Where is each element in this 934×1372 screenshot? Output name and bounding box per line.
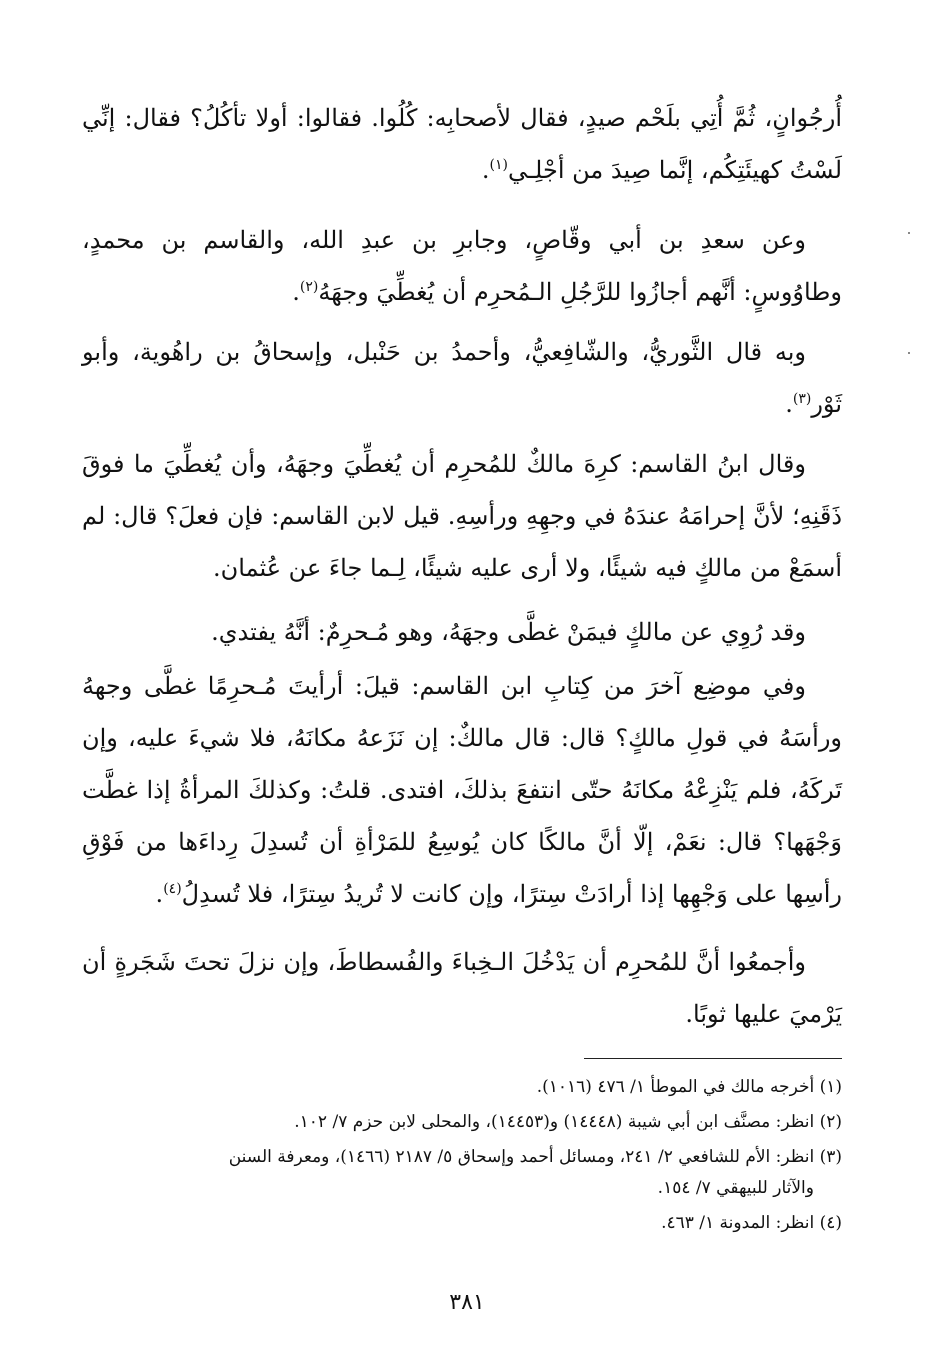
footnote-3 (82, 1142, 842, 1204)
paragraph-text: وفي موضِع آخرَ من كِتابِ ابن القاسم: قيلَ: أرأيتَ مُـحرِمًا غطَّى وجههُ ورأسَهُ في قولِ مالكٍ؟ قال: قال مالكٌ: إن نَزَعهُ مكانَهُ، فلا شيءَ عليه، وإن تَركَهُ، فلم يَنْزِعْهُ مكانَهُ حتّى انتفعَ بذلكَ، افتدى. قلتُ: وكذلكَ المرأةُ إذا غطَّت وَجْهَها؟ قال: نعَمْ، إلّا أنَّ مالكًا كان يُوسِعُ للمَرْأةِ أن تُسدِلَ رِداءَها من فَوْقِ رأسِها على وَجْهِها إذا أرادَتْ سِترًا، وإن كانت لا تُريدُ سِترًا، فلا تُسدِلُ (82, 672, 842, 908)
footnote-ref-3[interactable]: (٣) (792, 391, 812, 407)
paragraph-3 (82, 326, 842, 430)
paragraph-text: وأجمعُوا أنَّ للمُحرِم أن يَدْخُلَ الـخِباءَ والفُسطاطَ، وإن نزلَ تحتَ شَجَرةٍ أن يَرْميَ عليها ثوبًا. (82, 948, 842, 1028)
main-text-block-6 (82, 660, 842, 920)
footnote-text: (١) أخرجه مالك في الموطأ ١/ ٤٧٦ (١٠١٦). (536, 1077, 842, 1097)
footnote-4 (82, 1208, 842, 1239)
footnotes (82, 1072, 842, 1243)
paragraph-7 (82, 936, 842, 1040)
paragraph-end: . (155, 880, 164, 908)
paragraph-end: . (481, 156, 490, 184)
footnote-1 (82, 1072, 842, 1103)
paragraph-text: أُرجُوانٍ، ثُمَّ أُتِي بلَحْم صيدٍ، فقال لأصحابِه: كُلُوا. فقالوا: أولا تأكُلُ؟ فقال: إنِّي لَسْتُ كهيئَتِكُم، إنَّما صِيدَ من أجْلِـي (82, 104, 842, 184)
footnote-text: (٣) انظر: الأم للشافعي ٢/ ٢٤١، ومسائل أحمد وإسحاق ٥/ ٢١٨٧ (١٤٦٦)، ومعرفة السنن (228, 1147, 842, 1167)
paragraph-text: وقد رُوِي عن مالكٍ فيمَنْ غطَّى وجهَهُ، وهو مُـحرِمٌ: أنَّهُ يفتدي. (211, 618, 806, 646)
main-text-block-7 (82, 936, 842, 1040)
footnote-separator (584, 1058, 842, 1059)
paragraph-6 (82, 660, 842, 920)
paragraph-5 (82, 606, 842, 658)
paragraph-end: . (785, 390, 793, 418)
paragraph-text: وعن سعدِ بن أبي وقّاصٍ، وجابرِ بن عبدِ الله، والقاسم بن محمدٍ، وطاوُوسٍ: أنَّهم أجازُوا للرَّجُلِ الـمُحرِم أن يُغطِّيَ وجهَهُ (82, 226, 842, 306)
paragraph-1 (82, 92, 842, 196)
margin-mark (908, 232, 910, 234)
footnote-text: (٢) انظر: مصنَّف ابن أبي شيبة (١٤٤٤٨) و(١٤٤٥٣)، والمحلى لابن حزم ٧/ ١٠٢. (294, 1112, 842, 1132)
paragraph-4 (82, 438, 842, 594)
footnote-ref-2[interactable]: (٢) (299, 279, 319, 295)
main-text-block-2 (82, 214, 842, 318)
footnote-2 (82, 1107, 842, 1138)
paragraph-end: . (292, 278, 300, 306)
footnote-ref-4[interactable]: (٤) (163, 881, 182, 897)
footnote-continuation: والآثار للبيهقي ٧/ ١٥٤. (657, 1178, 814, 1198)
page-number: ٣٨١ (449, 1290, 485, 1315)
paragraph-2 (82, 214, 842, 318)
main-text-block-4 (82, 438, 842, 594)
main-text (82, 92, 842, 196)
main-text-block-3 (82, 326, 842, 430)
margin-mark (908, 352, 910, 354)
main-text-block-5 (82, 606, 842, 658)
footnote-ref-1[interactable]: (١) (489, 157, 509, 173)
paragraph-text: وقال ابنُ القاسم: كرِهَ مالكٌ للمُحرِم أن يُغطِّيَ وجهَهُ، وأن يُغطِّيَ ما فوقَ ذَقَنِهِ؛ لأنَّ إحرامَهُ عندَهُ في وجهِهِ ورأسِهِ. قيل لابن القاسم: فإن فعلَ؟ قال: لم أسمَعْ من مالكٍ فيه شيئًا، ولا أرى عليه شيئًا، لِـما جاءَ عن عُثمان. (82, 450, 843, 582)
paragraph-text: وبه قال الثَّوريُّ، والشّافِعيُّ، وأحمدُ بن حَنْبل، وإسحاقُ بن راهُوية، وأبو ثَوْر (82, 338, 842, 418)
footnote-text: (٤) انظر: المدونة ١/ ٤٦٣. (661, 1213, 842, 1233)
